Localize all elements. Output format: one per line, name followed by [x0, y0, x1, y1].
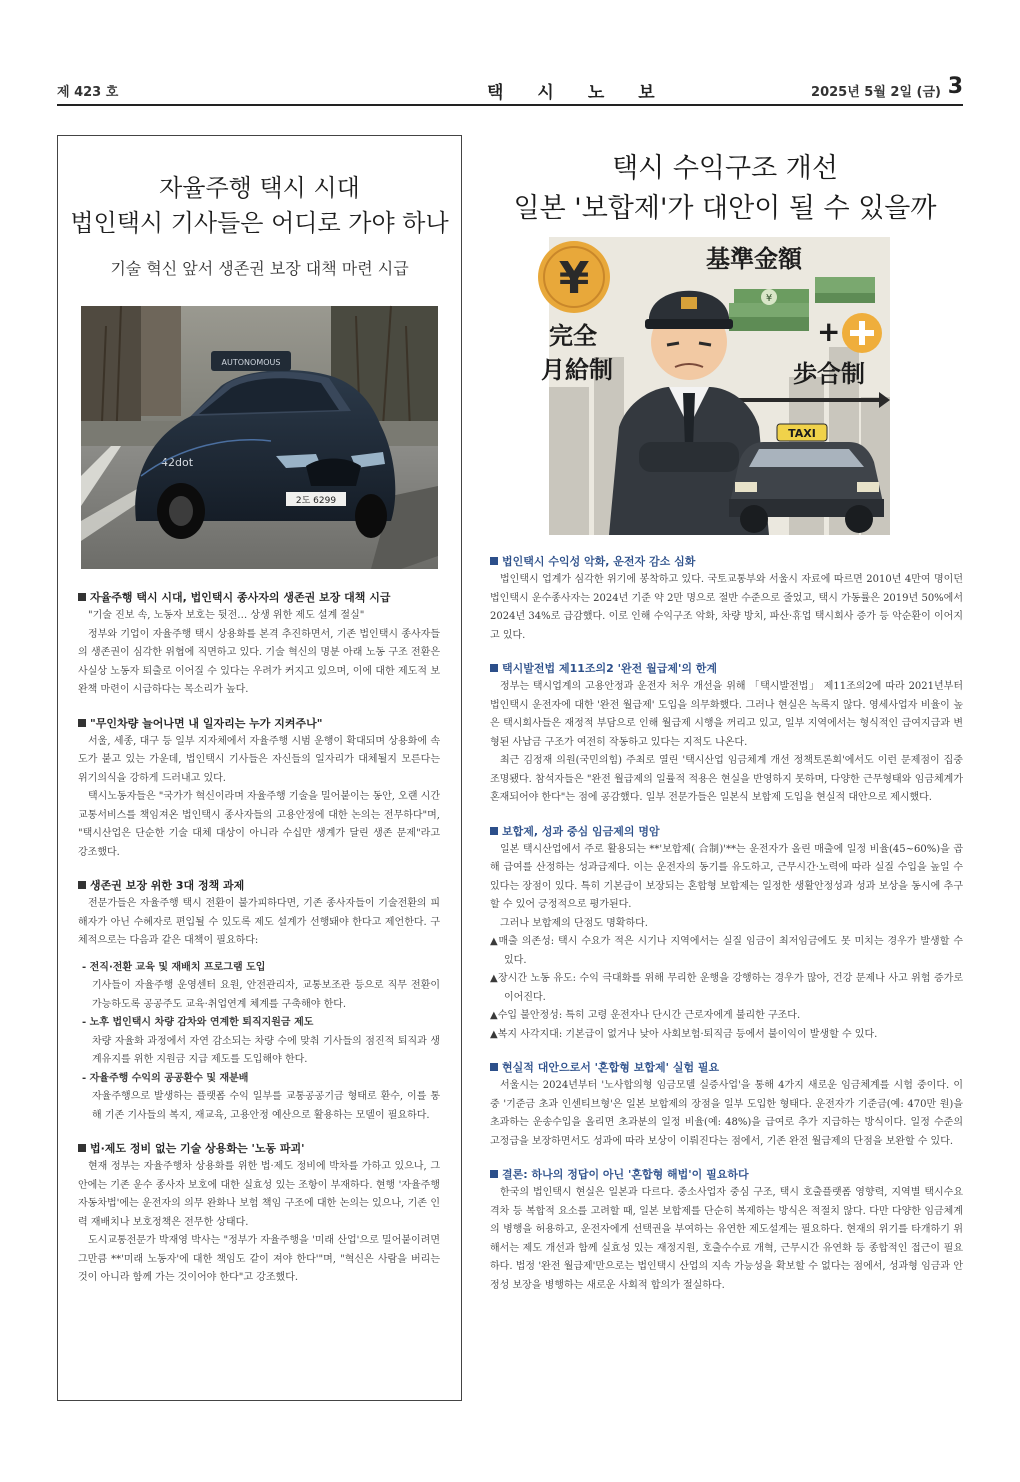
- policy-item-desc: 기사들이 자율주행 운영센터 요원, 안전관리자, 교통보조관 등으로 직무 전환이 가능하도록 공공주도 교육·취업연계 체계를 구축해야 한다.: [92, 980, 440, 1010]
- page-number: 3: [947, 74, 963, 99]
- label-base-amount: 基準金額: [706, 245, 802, 273]
- article-section: [78, 1140, 440, 1288]
- autonomous-taxi-photo: [81, 306, 438, 569]
- right-article-title: 택시 수익구조 개선: [612, 153, 838, 184]
- article-section: [490, 1166, 963, 1295]
- policy-item: - 노후 법인택시 차량 감차와 연계한 퇴직지원금 제도 차량 자율화 과정에서 자연 감소되는 차량 수에 맞춰 기사들의 점진적 퇴직과 생계유지를 위한 지원금 지급 제도를 도입해야 한다.: [78, 1014, 440, 1070]
- section-heading: 보합제, 성과 중심 임금제의 명암: [490, 823, 963, 841]
- paragraph: "기술 진보 속, 노동자 보호는 뒷전… 상생 위한 제도 설계 절실": [88, 610, 365, 621]
- article-section: [490, 553, 963, 645]
- list-item: ▲복지 사각지대: 기본급이 없거나 낮아 사회보험·퇴직금 등에서 불이익이 발생할 수 있다.: [490, 1028, 878, 1040]
- left-article-body: [78, 589, 440, 1303]
- left-article-title: 자율주행 택시 시대: [159, 174, 360, 202]
- policy-item-title: 전직·전환 교육 및 재배치 프로그램 도입: [89, 961, 266, 973]
- policy-item-title: 자율주행 수익의 공공환수 및 재분배: [89, 1072, 249, 1084]
- section-heading: 결론: 하나의 정답이 아닌 '혼합형 해법'이 필요하다: [490, 1166, 963, 1184]
- left-article-title-line2: 법인택시 기사들은 어디로 가야 하나: [70, 209, 449, 237]
- square-bullet-icon: [490, 1063, 498, 1071]
- policy-item-desc: 자율주행으로 발생하는 플랫폼 수익 일부를 교통공공기금 형태로 환수, 이를 통해 기존 기사들의 복지, 재교육, 고용안정 예산으로 활용하는 모델이 필요하다.: [92, 1091, 440, 1121]
- plus-symbol: +: [817, 315, 841, 348]
- square-bullet-icon: [78, 719, 86, 727]
- paragraph: 현재 정부는 자율주행차 상용화를 위한 법·제도 정비에 박차를 가하고 있으나, 그 안에는 기존 운수 종사자 보호에 대한 실효성 있는 조항이 부재하다. 현행 '자율주행자동차법'에는 운전자의 의무 완화나 보험 책임 구조에 대한 논의는 있으나, 기존 인력 재배치나 보호정책은 전무한 상태다.: [78, 1161, 440, 1228]
- article-section: [78, 877, 440, 1125]
- section-heading: 법·제도 정비 없는 기술 상용화는 '노동 파괴': [78, 1140, 440, 1158]
- paragraph: 서울시는 2024년부터 '노사합의형 임금모델 실증사업'을 통해 4가지 새로운 임금체계를 시험 중이다. 이 중 '기준금 초과 인센티브형'은 일본 보합제의 장점을 일부 도입한 형태다. 운전자가 기준금(예: 470만 원)을 초과하는 운송수입을 올리면 초과분의 일정 비율(예: 48%)을 급여로 추가 지급하는 방식이다. 일정 수준의 고정급을 보장하면서도 성과에 따라 보상이 이뤄진다는 점에서, 기존 완전 월급제의 단점을 보완할 수 있다.: [490, 1080, 963, 1147]
- header-divider: [57, 104, 963, 106]
- square-bullet-icon: [78, 593, 86, 601]
- policy-item: - 자율주행 수익의 공공환수 및 재분배 자율주행으로 발생하는 플랫폼 수익 일부를 교통공공기금 형태로 환수, 이를 통해 기존 기사들의 복지, 재교육, 고용안정 예산으로 활용하는 모델이 필요하다.: [78, 1070, 440, 1126]
- section-heading: 택시발전법 제11조의2 '완전 월급제'의 한계: [490, 660, 963, 678]
- policy-item-title: 노후 법인택시 차량 감차와 연계한 퇴직지원금 제도: [89, 1017, 314, 1028]
- label-commission: 歩合制: [793, 360, 865, 388]
- section-heading: "무인차량 늘어나면 내 일자리는 누가 지켜주나": [78, 715, 440, 733]
- article-section: [490, 823, 963, 1045]
- paragraph: 도시교통전문가 박재영 박사는 "정부가 자율주행을 '미래 산업'으로 밀어붙이려면 그만큼 **'미래 노동자'에 대한 책임도 같이 져야 한다'"며, "혁신은 사람을 버리는 것이 아니라 함께 가는 것이어야 한다"고 강조했다.: [78, 1235, 440, 1283]
- square-bullet-icon: [78, 881, 86, 889]
- yen-symbol: ¥: [558, 253, 590, 304]
- square-bullet-icon: [490, 664, 498, 672]
- article-section: [78, 715, 440, 863]
- article-section: [490, 1059, 963, 1151]
- left-article: [57, 135, 462, 1401]
- paragraph: 그러나 보합제의 단점도 명확하다.: [500, 917, 648, 929]
- right-article-title-line2: 일본 '보합제'가 대안이 될 수 있을까: [513, 193, 937, 224]
- paragraph: 최근 김정재 의원(국민의힘) 주최로 열린 '택시산업 임금체계 개선 정책토론회'에서도 이런 문제점이 집중 조명됐다. 참석자들은 "완전 월급제의 일률적 적용은 현실을 반영하지 못하며, 다양한 근무형태와 임금체계가 혼재되어야 한다"는 점에 공감했다. 일부 전문가들은 일본식 보합제 도입을 현실적 대안으로 제시했다.: [490, 755, 963, 803]
- section-heading: 자율주행 택시 시대, 법인택시 종사자의 생존권 보장 대책 시급: [78, 589, 440, 607]
- paragraph: 서울, 세종, 대구 등 일부 지자체에서 자율주행 시범 운행이 확대되며 상용화에 속도가 붙고 있는 가운데, 법인택시 기사들은 자신들의 일자리가 대체될지 모른다는 위기의식을 강하게 드러내고 있다.: [78, 735, 440, 784]
- money-yen-symbol: ¥: [765, 293, 773, 304]
- section-heading: 생존권 보장 위한 3대 정책 과제: [78, 877, 440, 895]
- list-item: ▲장시간 노동 유도: 수익 극대화를 위해 무리한 운행을 강행하는 경우가 많아, 건강 문제나 사고 위험 증가로 이어진다.: [490, 973, 963, 1003]
- page-header: [57, 74, 963, 103]
- paragraph: 전문가들은 자율주행 택시 전환이 불가피하다면, 기존 종사자들이 기술전환의 피해자가 아닌 수혜자로 편입될 수 있도록 제도 설계가 선행돼야 한다고 제언한다. 구체적으로는 다음과 같은 대책이 필요하다:: [78, 898, 440, 946]
- article-section: [490, 660, 963, 808]
- policy-item: - 전직·전환 교육 및 재배치 프로그램 도입 기사들이 자율주행 운영센터 요원, 안전관리자, 교통보조관 등으로 직무 전환이 가능하도록 공공주도 교육·취업연계 체계를 구축해야 한다.: [78, 959, 440, 1015]
- car-plate-text: 2도 6299: [295, 496, 337, 506]
- label-complete: 完全: [549, 322, 597, 350]
- policy-item-desc: 차량 자율화 과정에서 자연 감소되는 차량 수에 맞춰 기사들의 점진적 퇴직과 생계유지를 위한 지원금 지급 제도를 도입해야 한다.: [92, 1035, 440, 1065]
- square-bullet-icon: [490, 557, 498, 565]
- square-bullet-icon: [78, 1144, 86, 1152]
- issue-date: 2025년 5월 2일 (금): [811, 85, 941, 100]
- roof-sign-text: AUTONOMOUS: [221, 358, 281, 367]
- section-heading: 현실적 대안으로서 '혼합형 보합제' 실험 필요: [490, 1059, 963, 1077]
- right-article-body: [490, 553, 963, 1310]
- section-heading: 법인택시 수익성 악화, 운전자 감소 심화: [490, 553, 963, 571]
- square-bullet-icon: [490, 827, 498, 835]
- paragraph: 정부와 기업이 자율주행 택시 상용화를 본격 추진하면서, 기존 법인택시 종사자들의 생존권이 심각한 위협에 직면하고 있다. 기술 혁신의 명분 아래 노동 구조 전환은 사실상 노동자 퇴출로 이어질 수 있다는 우려가 커지고 있으며, 이에 대한 제도적 보완책 마련이 시급하다는 목소리가 높다.: [78, 628, 440, 695]
- taxi-driver-illustration: [541, 237, 890, 535]
- taxi-sign-text: TAXI: [788, 427, 816, 440]
- car-side-logo: 42dot: [161, 456, 194, 469]
- newspaper-name: 택시노보: [487, 83, 689, 103]
- article-section: [78, 589, 440, 700]
- paragraph: 법인택시 업계가 심각한 위기에 봉착하고 있다. 국토교통부와 서울시 자료에 따르면 2010년 4만여 명이던 법인택시 운수종사자는 2024년 기준 약 2만 명으로 절반 수준으로 줄었고, 택시 가동률은 2019년 50%에서 2024년 34%로 급감했다. 이로 인해 수익구조 악화, 차량 방치, 파산·휴업 택시회사 증가 등 악순환이 이어지고 있다.: [490, 574, 963, 641]
- paragraph: 정부는 택시업계의 고용안정과 운전자 처우 개선을 위해 「택시발전법」 제11조의2에 따라 2021년부터 법인택시 운전자에 대한 '완전 월급제' 도입을 의무화했다. 그러나 현실은 녹록지 않다. 영세사업자 비율이 높은 택시회사들은 재정적 부담으로 인해 월급제 시행을 꺼리고 있고, 일부 지역에서는 형식적인 급여지급과 변형된 사납금 구조가 여전히 작동하고 있다는 지적도 나온다.: [490, 681, 963, 748]
- left-article-subtitle: 기술 혁신 앞서 생존권 보장 대책 마련 시급: [110, 259, 409, 278]
- list-item: ▲수입 불안정성: 특히 고령 운전자나 단시간 근로자에게 불리한 구조다.: [490, 1010, 801, 1021]
- label-monthly-salary: 月給制: [541, 356, 613, 384]
- issue-number: 제 423 호: [57, 85, 119, 100]
- list-item: ▲매출 의존성: 택시 수요가 적은 시기나 지역에서는 실질 임금이 최저임금에도 못 미치는 경우가 발생할 수 있다.: [490, 936, 963, 966]
- square-bullet-icon: [490, 1170, 498, 1178]
- paragraph: 택시노동자들은 "국가가 혁신이라며 자율주행 기술을 밀어붙이는 동안, 오랜 시간 교통서비스를 책임져온 법인택시 종사자들의 고용안정에 대한 논의는 전무하다"며, "택시산업은 단순한 기술 대체 대상이 아니라 수십만 생계가 달린 생존 문제"라고 강조했다.: [78, 791, 440, 858]
- paragraph: 일본 택시산업에서 주로 활용되는 **'보합제( 合制)'**는 운전자가 올린 매출에 일정 비율(45~60%)을 곱해 급여를 산정하는 성과급제다. 이는 운전자의 동기를 유도하고, 근무시간·노력에 따라 실질 수입을 높일 수 있다는 장점이 있다. 특히 기본급이 보장되는 혼합형 보합제는 일정한 생활안정성과 성과 보상을 동시에 추구할 수 있어 긍정적으로 평가된다.: [490, 843, 963, 910]
- paragraph: 한국의 법인택시 현실은 일본과 다르다. 중소사업자 중심 구조, 택시 호출플랫폼 영향력, 지역별 택시수요 격차 등 복합적 요소를 고려할 때, 일본 보합제를 단순히 복제하는 방식은 적절치 않다. 다만 다양한 임금체계의 병행을 허용하고, 운전자에게 선택권을 부여하는 유연한 제도설계는 필요하다. 현재의 위기를 타개하기 위해서는 제도 개선과 함께 실효성 있는 재정지원, 호출수수료 개혁, 근무시간 유연화 등 종합적인 접근이 필요하다. 법정 '완전 월급제'만으로는 법인택시 산업의 지속 가능성을 확보할 수 없다는 점에서, 성과형 임금과 안정성 보장을 병행하는 새로운 사회적 합의가 절실하다.: [490, 1187, 963, 1291]
